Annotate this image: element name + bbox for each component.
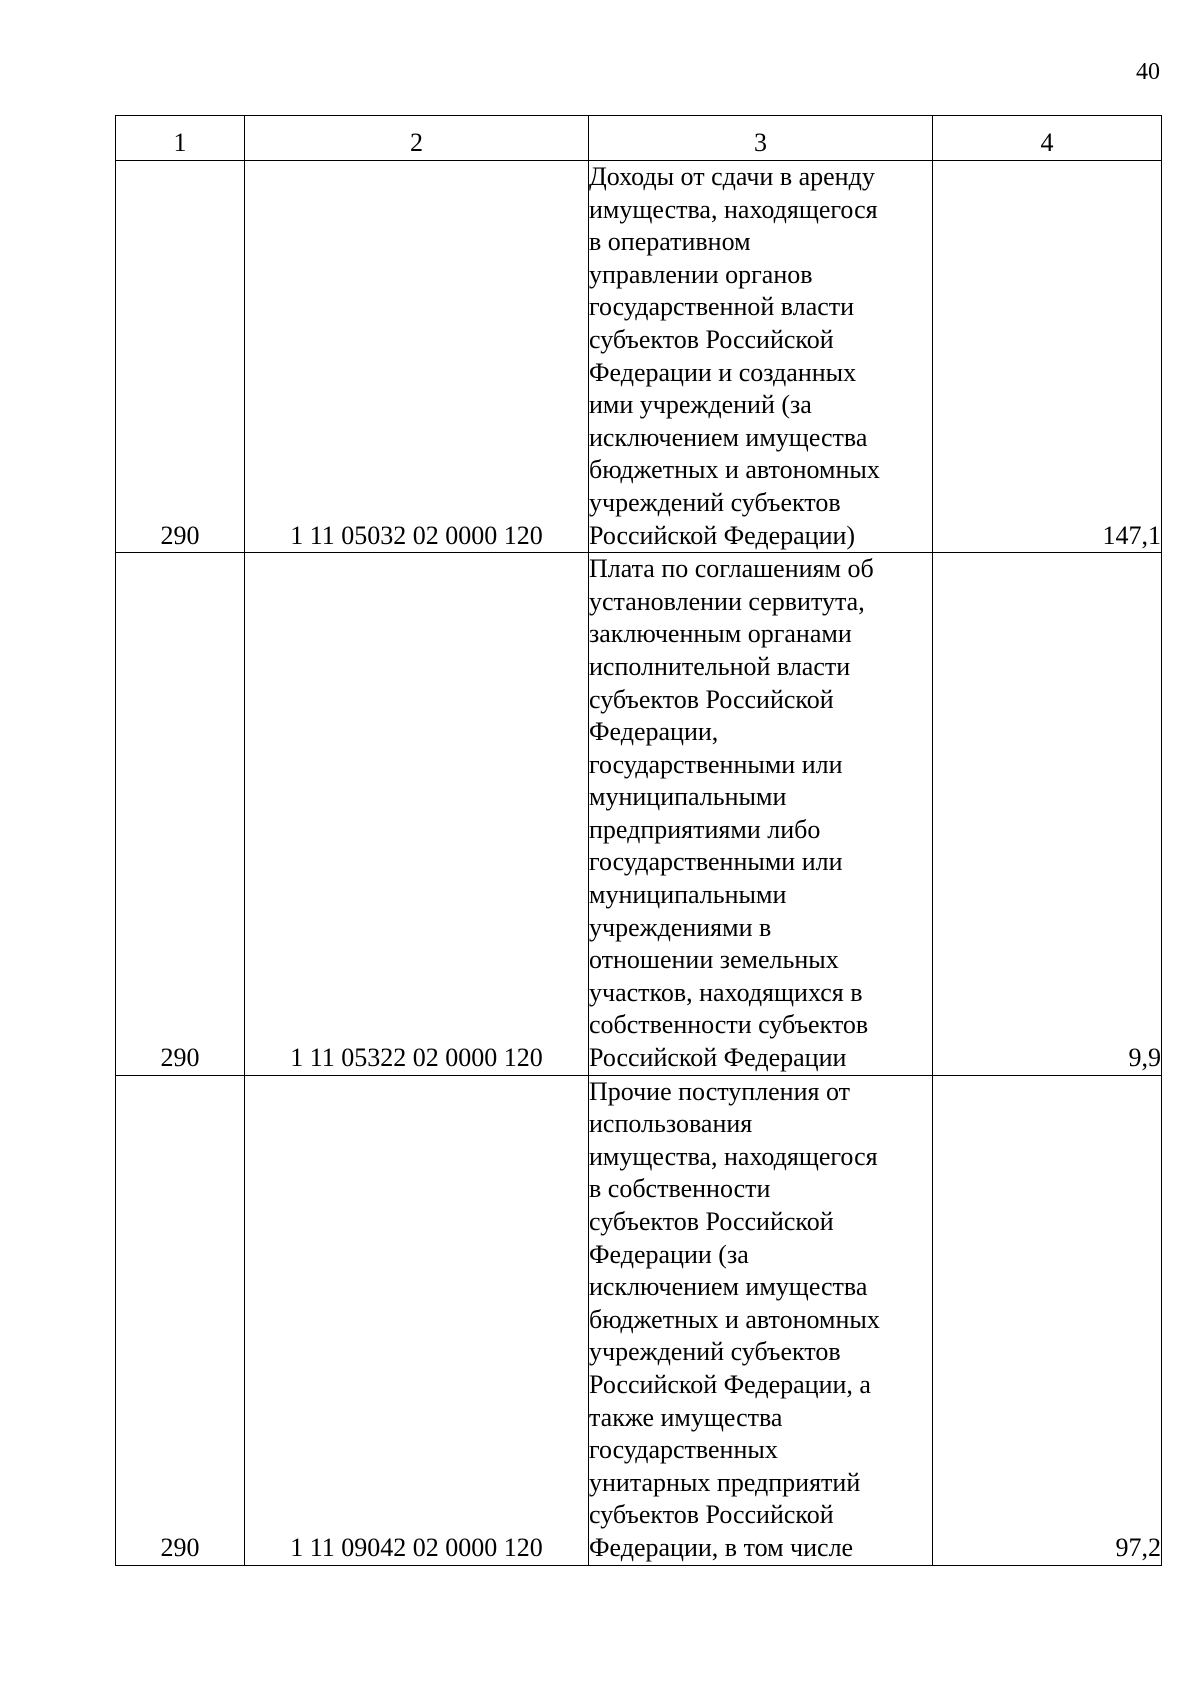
revenue-name-line: Федерации, (589, 717, 719, 747)
revenue-name-line: исключением имущества (589, 422, 868, 452)
revenue-name-line: предприятиями либо (589, 814, 821, 844)
revenue-name-line: унитарных предприятий (589, 1467, 861, 1497)
page-number: 40 (1136, 59, 1160, 85)
revenue-name-line: Плата по соглашениям об (589, 554, 874, 584)
revenue-name-line: использования (589, 1109, 753, 1139)
administrator-code-cell: 290 (116, 553, 245, 1076)
revenue-name-cell (589, 1075, 933, 1565)
budget-classification-code-cell: 1 11 09042 02 0000 120 (245, 1075, 589, 1565)
amount-cell: 97,2 (933, 1075, 1162, 1565)
revenue-name-line: Федерации и созданных (589, 357, 857, 387)
revenue-name-line: собственности субъектов (589, 1010, 869, 1040)
revenue-name-line: имущества, находящегося (589, 1141, 878, 1171)
revenue-name-line: отношении земельных (589, 945, 839, 975)
table-row (116, 161, 1162, 553)
revenue-name-line: субъектов Российской (589, 324, 834, 354)
revenue-name-line: имущества, находящегося (589, 194, 878, 224)
revenue-name-line: бюджетных и автономных (589, 455, 880, 485)
amount-cell: 9,9 (933, 553, 1162, 1076)
revenue-name-line: исключением имущества (589, 1272, 868, 1302)
revenue-name-line: государственной власти (589, 292, 855, 322)
administrator-code-cell: 290 (116, 161, 245, 553)
revenue-name-line: субъектов Российской (589, 1207, 834, 1236)
revenue-name-line: Прочие поступления от (589, 1076, 850, 1106)
column-header-2: 2 (245, 116, 589, 161)
column-header-3: 3 (589, 116, 933, 161)
revenue-name-line: Федерации, в том числе (589, 1532, 854, 1562)
budget-classification-code-cell: 1 11 05032 02 0000 120 (245, 161, 589, 553)
revenue-name-line: учреждений субъектов (589, 1337, 841, 1367)
revenue-name-line: муниципальными (589, 782, 787, 812)
budget-classification-code-cell: 1 11 05322 02 0000 120 (245, 553, 589, 1076)
revenue-name-line: Доходы от сдачи в аренду (589, 162, 875, 191)
table-row (116, 1075, 1162, 1565)
revenue-name-line: муниципальными (589, 880, 787, 910)
revenue-name-line: бюджетных и автономных (589, 1304, 880, 1334)
revenue-name-line: субъектов Российской (589, 684, 834, 714)
revenue-name-line: в собственности (589, 1174, 771, 1204)
revenue-name-line: субъектов Российской (589, 1500, 834, 1530)
revenue-name-line: исполнительной власти (589, 651, 851, 681)
column-header-4: 4 (933, 116, 1162, 161)
revenue-name-line: Федерации (за (589, 1239, 749, 1269)
revenue-name-line: установлении сервитута, (589, 586, 865, 616)
revenue-name-line: государственными или (589, 847, 843, 877)
table-header-row (116, 116, 1162, 161)
revenue-name-line: ими учреждений (за (589, 390, 812, 420)
revenue-name-line: заключенным органами (589, 619, 852, 649)
budget-revenue-table (115, 115, 1162, 1566)
revenue-name-line: также имущества (589, 1402, 783, 1432)
revenue-name-cell (589, 553, 933, 1076)
column-header-1: 1 (116, 116, 245, 161)
amount-cell: 147,1 (933, 161, 1162, 553)
administrator-code-cell: 290 (116, 1075, 245, 1565)
revenue-name-line: государственных (589, 1435, 778, 1465)
table-row (116, 553, 1162, 1076)
revenue-name-line: Российской Федерации, а (589, 1369, 871, 1399)
revenue-name-line: Российской Федерации) (589, 520, 856, 550)
revenue-name-line: учреждениями в (589, 912, 772, 942)
revenue-name-line: государственными или (589, 749, 843, 779)
revenue-name-line: учреждений субъектов (589, 487, 841, 517)
revenue-name-line: управлении органов (589, 259, 813, 289)
revenue-name-cell (589, 161, 933, 553)
revenue-name-line: участков, находящихся в (589, 977, 863, 1007)
revenue-name-line: Российской Федерации (589, 1043, 847, 1073)
revenue-name-line: в оперативном (589, 227, 751, 257)
